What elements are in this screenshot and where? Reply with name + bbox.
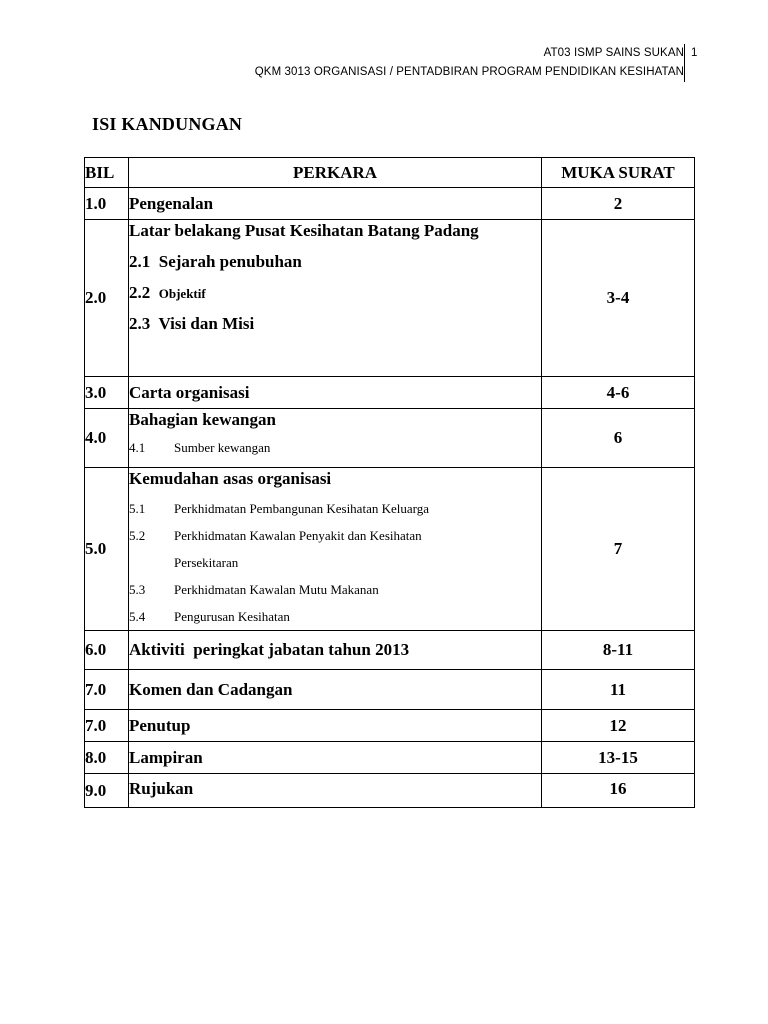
table-of-contents [84,157,695,808]
subsection [129,603,541,630]
row-number: 5.0 [85,468,129,631]
row-page: 2 [542,188,695,220]
table-row [85,710,695,742]
subsection-number: 5.3 [129,582,146,597]
table-row [85,631,695,670]
subsection-label: Objektif [158,286,206,301]
row-page: 12 [542,710,695,742]
row-number: 6.0 [85,631,129,670]
subsection [129,251,541,282]
table-row [85,377,695,409]
row-number: 7.0 [85,710,129,742]
subsection-number: 5.1 [129,501,146,516]
row-number: 1.0 [85,188,129,220]
subsection-label: Perkhidmatan Kawalan Mutu Makanan [174,582,379,597]
row-page: 3-4 [542,220,695,377]
row-page: 4-6 [542,377,695,409]
subsection-label: Sumber kewangan [174,440,271,455]
column-header-bil: BIL [85,158,129,188]
row-contents [129,468,542,631]
subsection [129,522,541,549]
row-number: 3.0 [85,377,129,409]
row-number: 4.0 [85,409,129,468]
table-row [85,468,695,631]
subsection-label: Persekitaran [174,555,239,570]
row-contents [129,409,542,468]
table-header-row [85,158,695,188]
page-title: ISI KANDUNGAN [92,114,243,134]
subsection-label: Perkhidmatan Kawalan Penyakit dan Kesihatan [174,528,422,543]
row-title: Komen dan Cadangan [129,670,542,710]
page-number: 1 [691,47,698,59]
subsection-label: Visi dan Misi [158,314,255,333]
header-divider [684,44,685,82]
running-header-course: AT03 ISMP SAINS SUKAN [543,47,684,59]
row-number: 2.0 [85,220,129,377]
row-title: Kemudahan asas organisasi [129,469,332,488]
row-page: 6 [542,409,695,468]
row-number: 7.0 [85,670,129,710]
subsection-number: 5.4 [129,609,146,624]
subsection-number: 2.3 [129,314,151,333]
subsection [129,495,541,522]
row-title: Pengenalan [129,188,542,220]
subsection-number: 4.1 [129,440,146,455]
subsection [129,437,541,463]
subsection-continuation [129,549,541,576]
row-title: Bahagian kewangan [129,410,276,429]
table-row [85,670,695,710]
row-title: Lampiran [129,742,542,774]
row-page: 8-11 [542,631,695,670]
row-contents [129,220,542,377]
subsection-label: Perkhidmatan Pembangunan Kesihatan Keluarga [174,501,429,516]
table-row [85,409,695,468]
subsection [129,576,541,603]
subsection [129,282,541,313]
row-title: Rujukan [129,774,542,808]
table-row [85,188,695,220]
row-title: Latar belakang Pusat Kesihatan Batang Padang [129,221,479,240]
row-number: 9.0 [85,774,129,808]
subsection-number: 5.2 [129,528,146,543]
row-title: Penutup [129,710,542,742]
row-page: 13-15 [542,742,695,774]
subsection-number: 2.2 [129,283,151,302]
subsection-number: 2.1 [129,252,151,271]
subsection-label: Pengurusan Kesihatan [174,609,290,624]
table-row [85,742,695,774]
table-row [85,220,695,377]
column-header-perkara: PERKARA [129,158,542,188]
table-row [85,774,695,808]
running-header-subject: QKM 3013 ORGANISASI / PENTADBIRAN PROGRAM PENDIDIKAN KESIHATAN [254,66,684,78]
row-title: Carta organisasi [129,377,542,409]
column-header-muka-surat: MUKA SURAT [542,158,695,188]
row-page: 16 [542,774,695,808]
subsection [129,313,541,344]
row-title: Aktiviti peringkat jabatan tahun 2013 [129,631,542,670]
row-number: 8.0 [85,742,129,774]
row-page: 11 [542,670,695,710]
subsection-label: Sejarah penubuhan [158,252,302,271]
row-page: 7 [542,468,695,631]
